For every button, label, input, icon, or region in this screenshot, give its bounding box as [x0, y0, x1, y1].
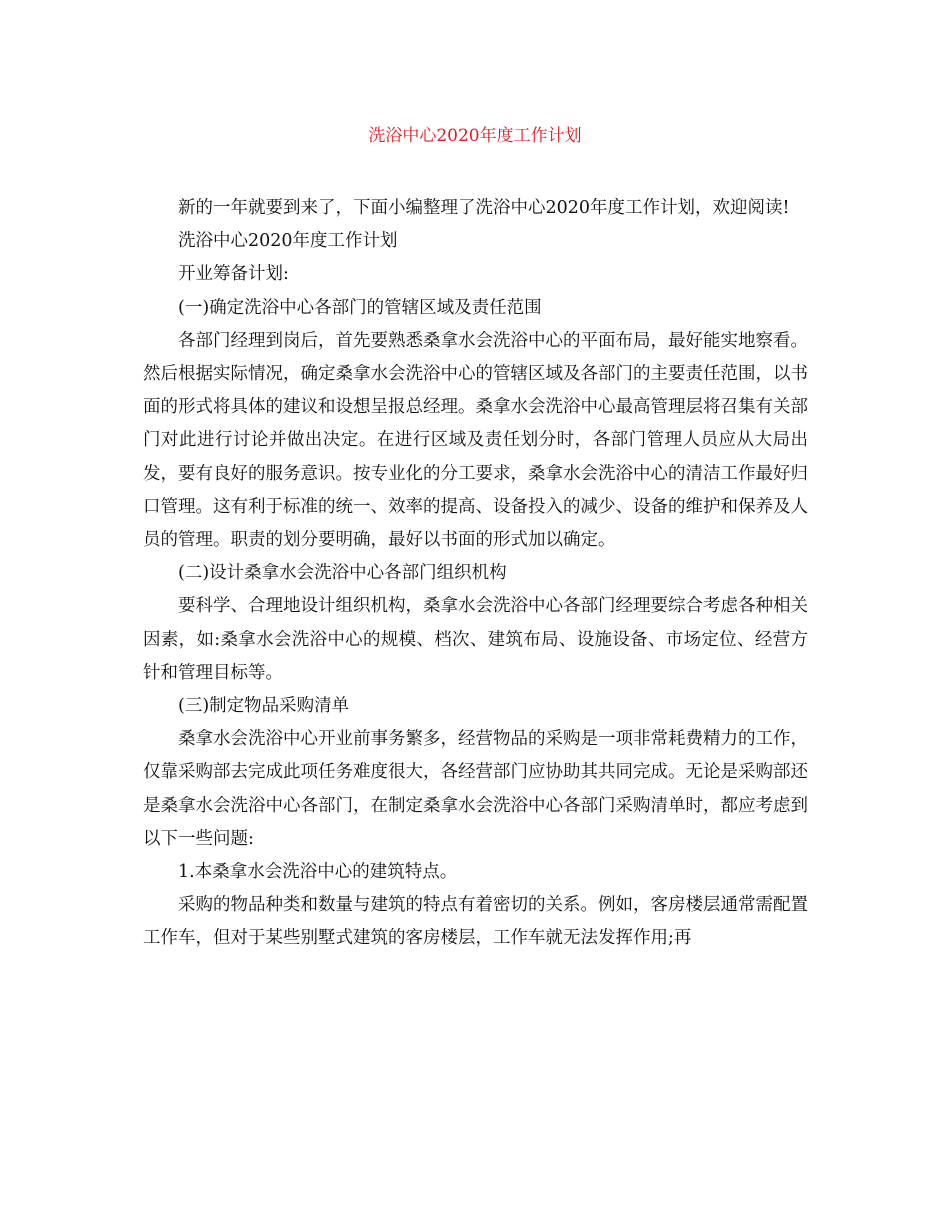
section-heading-3: (三)制定物品采购清单	[178, 696, 350, 717]
paragraph-section-1: 各部门经理到岗后，首先要熟悉桑拿水会洗浴中心的平面布局，最好能实地察看。然后根据实际情况，确定桑拿水会洗浴中心的管辖区域及各部门的主要责任范围，以书面的形式将具体的建议和设想呈报总经理。桑拿水会洗浴中心最高管理层将召集有关部门对此进行讨论并做出决定。在进行区域及责任划分时，各部门管理人员应从大局出发，要有良好的服务意识。按专业化的分工要求，桑拿水会洗浴中心的清洁工作最好归口管理。这有利于标准的统一、效率的提高、设备投入的减少、设备的维护和保养及人员的管理。职责的划分要明确，最好以书面的形式加以确定。	[143, 330, 808, 551]
list-item-1: 1.本桑拿水会洗浴中心的建筑特点。	[178, 862, 458, 883]
paragraph-section-2: 要科学、合理地设计组织机构，桑拿水会洗浴中心各部门经理要综合考虑各种相关因素，如:桑拿水会洗浴中心的规模、档次、建筑布局、设施设备、市场定位、经营方针和管理目标等。	[143, 596, 808, 683]
paragraph-plan-heading: 开业筹备计划:	[178, 264, 289, 285]
section-heading-1: (一)确定洗浴中心各部门的管辖区域及责任范围	[178, 297, 542, 318]
document-body	[143, 192, 808, 956]
paragraph-intro: 新的一年就要到来了，下面小编整理了洗浴中心2020年度工作计划，欢迎阅读!	[178, 198, 790, 218]
section-heading-2: (二)设计桑拿水会洗浴中心各部门组织机构	[178, 563, 507, 584]
paragraph-subtitle: 洗浴中心2020年度工作计划	[178, 231, 398, 252]
document-title: 洗浴中心2020年度工作计划	[368, 126, 582, 146]
paragraph-section-3: 桑拿水会洗浴中心开业前事务繁多，经营物品的采购是一项非常耗费精力的工作，仅靠采购部去完成此项任务难度很大，各经营部门应协助其共同完成。无论是采购部还是桑拿水会洗浴中心各部门，在制定桑拿水会洗浴中心各部门采购清单时，都应考虑到以下一些问题:	[143, 729, 808, 849]
paragraph-list-item-1: 采购的物品种类和数量与建筑的特点有着密切的关系。例如，客房楼层通常需配置工作车，但对于某些别墅式建筑的客房楼层，工作车就无法发挥作用;再	[143, 895, 808, 949]
